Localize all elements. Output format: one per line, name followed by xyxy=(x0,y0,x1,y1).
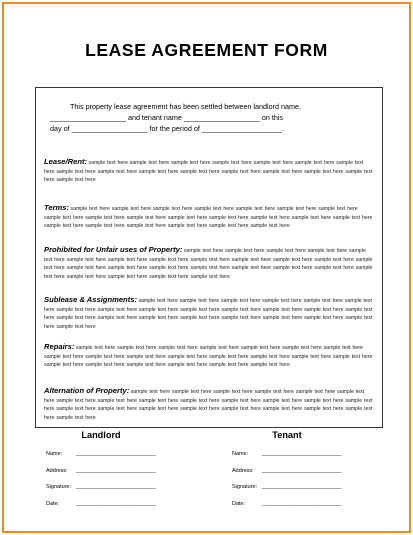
section-heading: Alternation of Property: xyxy=(44,386,130,395)
tenant-signature-block xyxy=(232,430,382,515)
section-heading: Sublease & Assignments: xyxy=(44,295,137,304)
form-title: LEASE AGREEMENT FORM xyxy=(85,40,328,60)
tenant-date-field[interactable]: __________________________ xyxy=(262,500,342,507)
tenant-name-row[interactable]: Name: __________________________ xyxy=(232,451,342,457)
section-body: sample text here sample text here sample text here sample text here sample text here sample text here sample text here sample text here sample text here sample text here sample text here sample text here sample text here sample text here sample text here sample text here sample text here sample text here sample text here sample text here sample text here xyxy=(44,345,373,368)
intro-line-3: day of ___________________ for the period of ____________________. xyxy=(50,124,284,133)
landlord-signature-field[interactable]: __________________________ xyxy=(76,484,156,490)
section-body: sample text here sample text here sample text here sample text here sample text here sample text here sample text here sample text here sample text here sample text here sample text here sample text here sample text here sample text here sample text here sample text here xyxy=(44,160,373,183)
tenant-address-row[interactable]: Address: __________________________ xyxy=(232,467,342,474)
section-body: sample text here sample text here sample text here sample text here sample text here sample text here sample text here sample text here sample text here sample text here sample text here sample text here sample text here sample text here sample text here sample text here sample text here sample text here sample text here sample text here sample text here xyxy=(44,206,373,229)
section-lease-rent xyxy=(44,158,374,185)
landlord-heading: Landlord xyxy=(81,430,121,440)
section-heading: Terms: xyxy=(44,203,70,212)
tenant-date-row[interactable]: Date: __________________________ xyxy=(232,500,342,507)
intro-line-2: ___________________ and tenant name ___________________ on this xyxy=(50,113,284,122)
section-alternation xyxy=(44,387,374,422)
tenant-signature-row[interactable]: Signature: __________________________ xyxy=(232,484,342,490)
tenant-signature-field[interactable]: __________________________ xyxy=(262,484,342,490)
landlord-signature-block xyxy=(46,430,196,515)
landlord-date-field[interactable]: __________________________ xyxy=(76,500,156,507)
tenant-heading: Tenant xyxy=(272,430,302,440)
section-terms xyxy=(44,204,374,231)
section-body: sample text here sample text here sample text here sample text here sample text here sample text here sample text here sample text here sample text here sample text here sample text here sample text here sample text here sample text here sample text here sample text here sample text here sample text here sample text here sample text here sample text here sample text here sample text here sample text here sample text here xyxy=(44,248,373,280)
landlord-signature-row[interactable]: Signature: __________________________ xyxy=(46,484,156,490)
landlord-name-field[interactable]: __________________________ xyxy=(76,451,156,457)
intro-paragraph xyxy=(42,101,376,134)
form-page xyxy=(2,2,411,533)
agreement-box xyxy=(35,87,383,428)
landlord-address-field[interactable]: __________________________ xyxy=(76,467,156,474)
section-heading: Repairs: xyxy=(44,342,75,351)
intro-line-1: This property lease agreement has been settled between landlord name, xyxy=(70,102,301,111)
section-body: sample text here sample text here sample text here sample text here sample text here sample text here sample text here sample text here sample text here sample text here sample text here sample text here sample text here sample text here sample text here sample text here sample text here sample text here sample text here sample text here sample text here sample text here sample text here xyxy=(44,389,373,421)
section-repairs xyxy=(44,343,374,370)
tenant-address-field[interactable]: __________________________ xyxy=(262,467,342,474)
section-sublease xyxy=(44,296,374,331)
section-heading: Lease/Rent: xyxy=(44,157,88,166)
section-heading: Prohibited for Unfair uses of Property: xyxy=(44,245,183,254)
section-body: sample text here sample text here sample text here sample text here sample text here sample text here sample text here sample text here sample text here sample text here sample text here sample text here sample text here sample text here sample text here sample text here sample text here sample text here sample text here sample text here sample text here sample text here sample text here xyxy=(44,298,373,330)
landlord-date-row[interactable]: Date: __________________________ xyxy=(46,500,156,507)
tenant-name-field[interactable]: __________________________ xyxy=(262,451,342,457)
landlord-name-row[interactable]: Name: __________________________ xyxy=(46,451,156,457)
section-prohibited-uses xyxy=(44,246,374,281)
landlord-address-row[interactable]: Address: __________________________ xyxy=(46,467,156,474)
